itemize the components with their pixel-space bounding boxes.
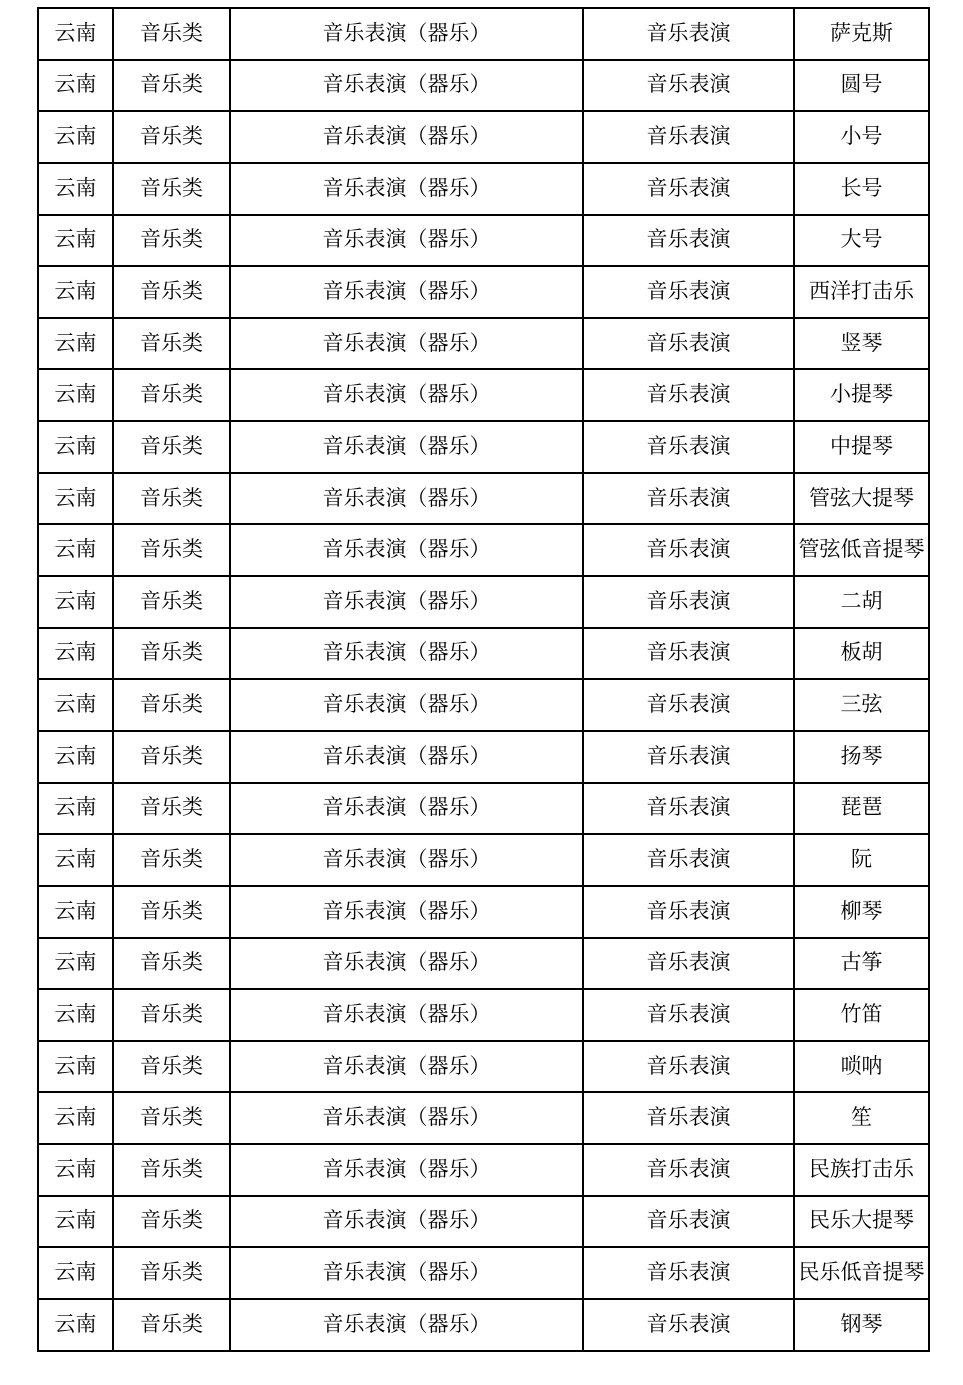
- cell-direction: 音乐表演: [583, 989, 794, 1041]
- cell-province: 云南: [38, 60, 113, 112]
- cell-direction: 音乐表演: [583, 369, 794, 421]
- cell-province: 云南: [38, 1247, 113, 1299]
- cell-major: 音乐表演（器乐）: [230, 679, 583, 731]
- cell-major: 音乐表演（器乐）: [230, 834, 583, 886]
- cell-instrument: 扬琴: [794, 731, 929, 783]
- cell-direction: 音乐表演: [583, 1196, 794, 1248]
- table-row: [38, 266, 929, 318]
- cell-category: 音乐类: [113, 989, 230, 1041]
- cell-instrument: 钢琴: [794, 1299, 929, 1351]
- cell-province: 云南: [38, 886, 113, 938]
- cell-major: 音乐表演（器乐）: [230, 886, 583, 938]
- cell-instrument: 管弦低音提琴: [794, 524, 929, 576]
- table-row: [38, 886, 929, 938]
- cell-instrument: 圆号: [794, 60, 929, 112]
- cell-direction: 音乐表演: [583, 473, 794, 525]
- cell-direction: 音乐表演: [583, 111, 794, 163]
- cell-category: 音乐类: [113, 628, 230, 680]
- cell-province: 云南: [38, 369, 113, 421]
- cell-category: 音乐类: [113, 1144, 230, 1196]
- cell-direction: 音乐表演: [583, 421, 794, 473]
- cell-instrument: 大号: [794, 215, 929, 267]
- table-row: [38, 163, 929, 215]
- cell-major: 音乐表演（器乐）: [230, 215, 583, 267]
- table-row: [38, 679, 929, 731]
- table-row: [38, 369, 929, 421]
- cell-instrument: 长号: [794, 163, 929, 215]
- table-row: [38, 1092, 929, 1144]
- cell-instrument: 小提琴: [794, 369, 929, 421]
- table-row: [38, 215, 929, 267]
- cell-instrument: 萨克斯: [794, 8, 929, 60]
- cell-instrument: 小号: [794, 111, 929, 163]
- cell-instrument: 民乐低音提琴: [794, 1247, 929, 1299]
- cell-category: 音乐类: [113, 679, 230, 731]
- cell-category: 音乐类: [113, 1196, 230, 1248]
- cell-direction: 音乐表演: [583, 731, 794, 783]
- cell-instrument: 民乐大提琴: [794, 1196, 929, 1248]
- cell-direction: 音乐表演: [583, 834, 794, 886]
- cell-direction: 音乐表演: [583, 163, 794, 215]
- cell-instrument: 竖琴: [794, 318, 929, 370]
- cell-instrument: 柳琴: [794, 886, 929, 938]
- cell-instrument: 西洋打击乐: [794, 266, 929, 318]
- cell-major: 音乐表演（器乐）: [230, 783, 583, 835]
- table-row: [38, 318, 929, 370]
- cell-province: 云南: [38, 783, 113, 835]
- cell-category: 音乐类: [113, 318, 230, 370]
- cell-instrument: 管弦大提琴: [794, 473, 929, 525]
- cell-province: 云南: [38, 163, 113, 215]
- cell-province: 云南: [38, 111, 113, 163]
- table-row: [38, 1041, 929, 1093]
- cell-major: 音乐表演（器乐）: [230, 1247, 583, 1299]
- cell-instrument: 琵琶: [794, 783, 929, 835]
- admissions-table: [37, 7, 930, 1352]
- admissions-table-body: [38, 8, 929, 1351]
- cell-instrument: 古筝: [794, 938, 929, 990]
- cell-direction: 音乐表演: [583, 1092, 794, 1144]
- table-row: [38, 576, 929, 628]
- cell-direction: 音乐表演: [583, 1299, 794, 1351]
- cell-direction: 音乐表演: [583, 1041, 794, 1093]
- cell-province: 云南: [38, 834, 113, 886]
- table-row: [38, 938, 929, 990]
- table-row: [38, 60, 929, 112]
- table-row: [38, 628, 929, 680]
- table-row: [38, 1247, 929, 1299]
- cell-province: 云南: [38, 1041, 113, 1093]
- cell-direction: 音乐表演: [583, 938, 794, 990]
- cell-category: 音乐类: [113, 938, 230, 990]
- cell-major: 音乐表演（器乐）: [230, 266, 583, 318]
- cell-category: 音乐类: [113, 369, 230, 421]
- cell-direction: 音乐表演: [583, 886, 794, 938]
- cell-instrument: 中提琴: [794, 421, 929, 473]
- cell-instrument: 板胡: [794, 628, 929, 680]
- cell-province: 云南: [38, 1092, 113, 1144]
- cell-category: 音乐类: [113, 421, 230, 473]
- cell-major: 音乐表演（器乐）: [230, 1196, 583, 1248]
- cell-province: 云南: [38, 576, 113, 628]
- cell-direction: 音乐表演: [583, 215, 794, 267]
- cell-major: 音乐表演（器乐）: [230, 8, 583, 60]
- cell-instrument: 三弦: [794, 679, 929, 731]
- cell-category: 音乐类: [113, 111, 230, 163]
- cell-major: 音乐表演（器乐）: [230, 60, 583, 112]
- cell-major: 音乐表演（器乐）: [230, 421, 583, 473]
- table-row: [38, 1144, 929, 1196]
- cell-province: 云南: [38, 938, 113, 990]
- cell-major: 音乐表演（器乐）: [230, 163, 583, 215]
- cell-direction: 音乐表演: [583, 60, 794, 112]
- cell-instrument: 唢呐: [794, 1041, 929, 1093]
- cell-instrument: 竹笛: [794, 989, 929, 1041]
- cell-province: 云南: [38, 1196, 113, 1248]
- cell-category: 音乐类: [113, 163, 230, 215]
- table-row: [38, 1299, 929, 1351]
- cell-province: 云南: [38, 1144, 113, 1196]
- table-row: [38, 111, 929, 163]
- cell-major: 音乐表演（器乐）: [230, 1299, 583, 1351]
- cell-direction: 音乐表演: [583, 679, 794, 731]
- table-row: [38, 731, 929, 783]
- table-row: [38, 421, 929, 473]
- cell-major: 音乐表演（器乐）: [230, 576, 583, 628]
- cell-province: 云南: [38, 628, 113, 680]
- table-row: [38, 8, 929, 60]
- cell-major: 音乐表演（器乐）: [230, 938, 583, 990]
- cell-province: 云南: [38, 473, 113, 525]
- cell-category: 音乐类: [113, 834, 230, 886]
- table-row: [38, 783, 929, 835]
- cell-major: 音乐表演（器乐）: [230, 524, 583, 576]
- cell-major: 音乐表演（器乐）: [230, 473, 583, 525]
- cell-category: 音乐类: [113, 524, 230, 576]
- cell-category: 音乐类: [113, 1092, 230, 1144]
- cell-category: 音乐类: [113, 8, 230, 60]
- cell-direction: 音乐表演: [583, 1144, 794, 1196]
- cell-province: 云南: [38, 731, 113, 783]
- cell-category: 音乐类: [113, 215, 230, 267]
- cell-major: 音乐表演（器乐）: [230, 731, 583, 783]
- cell-province: 云南: [38, 679, 113, 731]
- cell-category: 音乐类: [113, 1041, 230, 1093]
- cell-instrument: 民族打击乐: [794, 1144, 929, 1196]
- cell-province: 云南: [38, 524, 113, 576]
- cell-province: 云南: [38, 215, 113, 267]
- cell-instrument: 笙: [794, 1092, 929, 1144]
- cell-major: 音乐表演（器乐）: [230, 1041, 583, 1093]
- cell-category: 音乐类: [113, 60, 230, 112]
- cell-category: 音乐类: [113, 731, 230, 783]
- table-row: [38, 834, 929, 886]
- cell-province: 云南: [38, 8, 113, 60]
- cell-direction: 音乐表演: [583, 524, 794, 576]
- cell-major: 音乐表演（器乐）: [230, 989, 583, 1041]
- cell-major: 音乐表演（器乐）: [230, 369, 583, 421]
- table-row: [38, 524, 929, 576]
- cell-direction: 音乐表演: [583, 783, 794, 835]
- cell-major: 音乐表演（器乐）: [230, 628, 583, 680]
- table-row: [38, 473, 929, 525]
- cell-direction: 音乐表演: [583, 318, 794, 370]
- table-row: [38, 989, 929, 1041]
- cell-category: 音乐类: [113, 886, 230, 938]
- cell-category: 音乐类: [113, 1247, 230, 1299]
- cell-province: 云南: [38, 421, 113, 473]
- cell-major: 音乐表演（器乐）: [230, 1092, 583, 1144]
- cell-major: 音乐表演（器乐）: [230, 111, 583, 163]
- table-row: [38, 1196, 929, 1248]
- cell-major: 音乐表演（器乐）: [230, 1144, 583, 1196]
- cell-instrument: 二胡: [794, 576, 929, 628]
- cell-category: 音乐类: [113, 783, 230, 835]
- cell-direction: 音乐表演: [583, 1247, 794, 1299]
- cell-instrument: 阮: [794, 834, 929, 886]
- cell-province: 云南: [38, 989, 113, 1041]
- cell-direction: 音乐表演: [583, 576, 794, 628]
- cell-province: 云南: [38, 318, 113, 370]
- cell-category: 音乐类: [113, 473, 230, 525]
- cell-direction: 音乐表演: [583, 628, 794, 680]
- cell-category: 音乐类: [113, 1299, 230, 1351]
- cell-direction: 音乐表演: [583, 8, 794, 60]
- cell-category: 音乐类: [113, 266, 230, 318]
- cell-province: 云南: [38, 1299, 113, 1351]
- cell-direction: 音乐表演: [583, 266, 794, 318]
- cell-province: 云南: [38, 266, 113, 318]
- cell-major: 音乐表演（器乐）: [230, 318, 583, 370]
- cell-category: 音乐类: [113, 576, 230, 628]
